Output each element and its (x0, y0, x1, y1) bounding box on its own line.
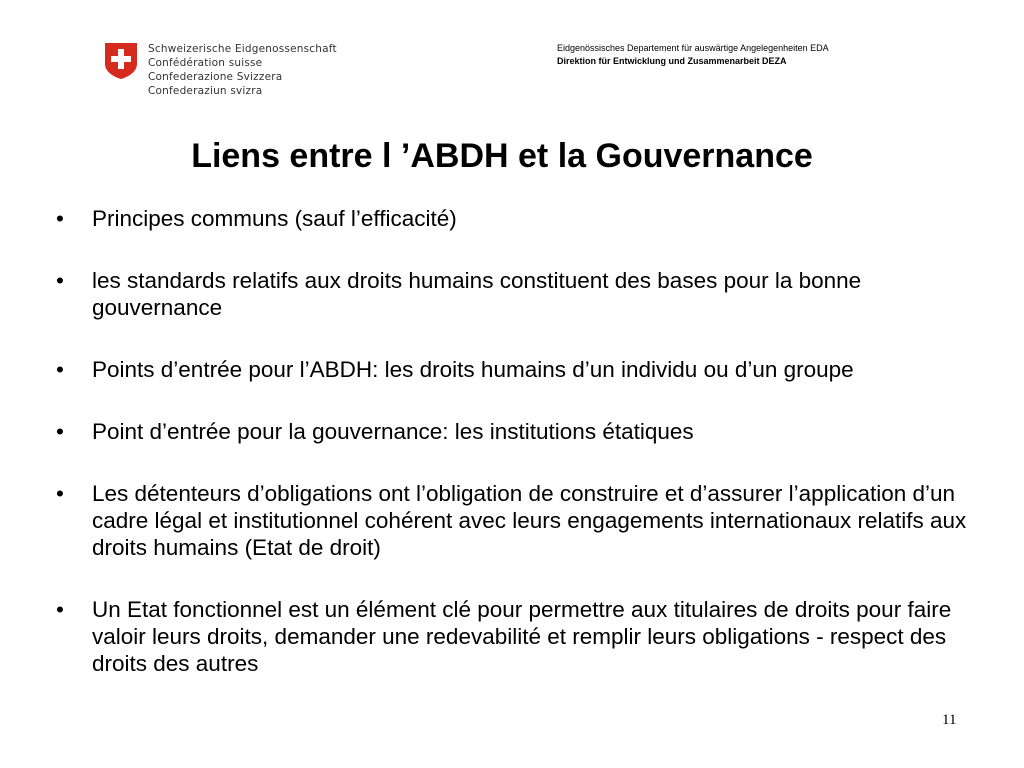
department-header (557, 42, 829, 68)
bullet-marker: • (56, 597, 64, 622)
bullet-marker: • (56, 357, 64, 382)
bullet-text: les standards relatifs aux droits humains constituent des bases pour la bonne gouvernance (92, 268, 862, 320)
logo-line: Confederazione Svizzera (148, 71, 283, 83)
bullet-item (52, 356, 987, 383)
bullet-marker: • (56, 481, 64, 506)
slide-title: Liens entre l ’ABDH et la Gouvernance (191, 137, 813, 175)
bullet-text: Les détenteurs d’obligations ont l’obligation de construire et d’assurer l’application d’un cadre légal et institutionnel cohérent avec leurs engagements internationaux relatifs aux droits humains (Etat de droit) (92, 481, 967, 560)
bullet-item (52, 418, 987, 445)
logo-line: Confederaziun svizra (148, 85, 263, 97)
page-number: 11 (942, 712, 957, 728)
bullet-marker: • (56, 206, 64, 231)
swiss-flag-icon (104, 42, 138, 80)
bullet-text: Principes communs (sauf l’efficacité) (92, 206, 457, 231)
directorate-name: Direktion für Entwicklung und Zusammenarbeit DEZA (557, 56, 787, 66)
bullet-text: Point d’entrée pour la gouvernance: les institutions étatiques (92, 419, 694, 444)
bullet-item (52, 205, 987, 232)
bullet-item (52, 596, 987, 677)
bullet-text: Points d’entrée pour l’ABDH: les droits humains d’un individu ou d’un groupe (92, 357, 854, 382)
bullet-item (52, 267, 987, 321)
bullet-item (52, 480, 987, 561)
bullet-text: Un Etat fonctionnel est un élément clé pour permettre aux titulaires de droits pour faire valoir leurs droits, demander une redevabilité et remplir leurs obligations - respect des droits des autres (92, 597, 952, 676)
logo-line: Schweizerische Eidgenossenschaft (148, 43, 337, 55)
bullet-marker: • (56, 268, 64, 293)
swiss-confederation-logo (104, 42, 344, 100)
logo-line: Confédération suisse (148, 57, 263, 69)
confederation-names (148, 42, 337, 98)
department-name: Eidgenössisches Departement für auswärtige Angelegenheiten EDA (557, 43, 829, 53)
bullet-list (52, 205, 987, 712)
bullet-marker: • (56, 419, 64, 444)
